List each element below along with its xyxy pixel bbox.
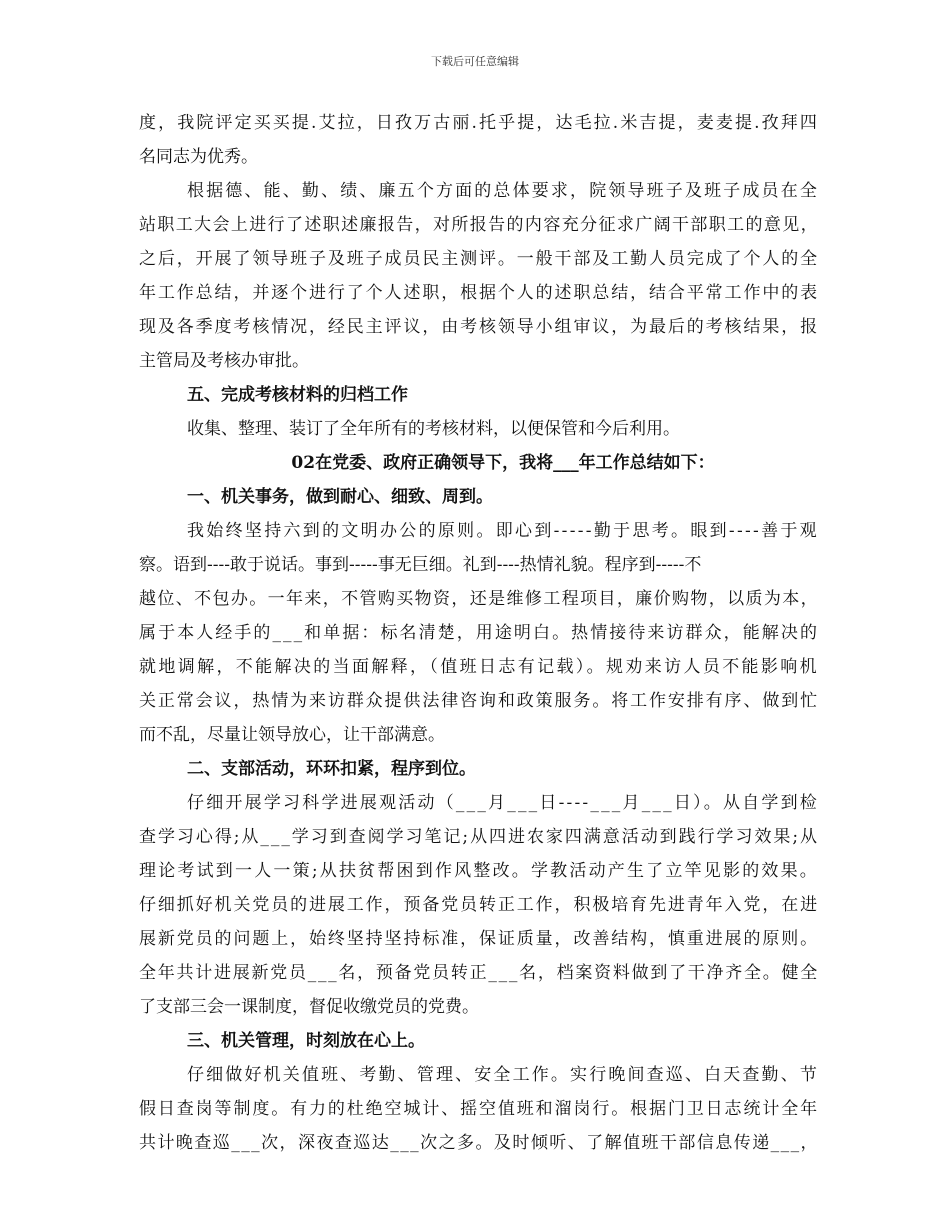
text-line: 察。语到----敢于说话。事到-----事无巨细。礼到----热情礼貌。程序到-----不 [139, 555, 702, 575]
text-line: 主管局及考核办审批。 [139, 351, 309, 371]
text-line: 而不乱，尽量让领导放心，让干部满意。 [139, 725, 445, 745]
text-line: 仔细抓好机关党员的进展工作，预备党员转正工作，积极培育先进青年入党，在进 [139, 895, 820, 915]
text-line: 站职工大会上进行了述职述廉报告，对所报告的内容充分征求广阔干部职工的意见， [139, 215, 819, 235]
document-body [139, 106, 819, 1160]
section-heading: 三、机关管理，时刻放在心上。 [187, 1031, 425, 1051]
text-line: 根据德、能、勤、绩、廉五个方面的总体要求，院领导班子及班子成员在全 [187, 181, 820, 201]
text-line: 越位、不包办。一年来，不管购买物资，还是维修工程项目，廉价购物，以质为本， [139, 589, 819, 609]
page-header: 下载后可任意编辑 [431, 55, 519, 68]
text-line: 仔细做好机关值班、考勤、管理、安全工作。实行晚间查巡、白天查勤、节 [187, 1065, 820, 1085]
text-line: 我始终坚持六到的文明办公的原则。即心到-----勤于思考。眼到----善于观 [187, 521, 819, 541]
text-line: 理论考试到一人一策;从扶贫帮困到作风整改。学教活动产生了立竿见影的效果。 [139, 861, 819, 881]
text-line: 查学习心得;从___学习到查阅学习笔记;从四进农家四满意活动到践行学习效果;从 [139, 827, 820, 847]
text-line: 仔细开展学习科学进展观活动（___月___日----___月___日）。从自学到检 [187, 793, 820, 813]
text-line: 度，我院评定买买提.艾拉，日孜万古丽.托乎提，达毛拉.米吉提，麦麦提.孜拜四 [139, 113, 819, 133]
text-line: 展新党员的问题上，始终坚持坚持标准，保证质量，改善结构，慎重进展的原则。 [139, 929, 820, 949]
text-line: 了支部三会一课制度，督促收缴党员的党费。 [139, 997, 479, 1017]
section-heading: 二、支部活动，环环扣紧，程序到位。 [187, 759, 476, 779]
section-heading: 五、完成考核材料的归档工作 [187, 385, 408, 405]
text-line: 之后，开展了领导班子及班子成员民主测评。一般干部及工勤人员完成了个人的全 [139, 249, 820, 269]
section-heading: 一、机关事务，做到耐心、细致、周到。 [187, 487, 493, 507]
text-line: 就地调解，不能解决的当面解释，（值班日志有记载）。规劝来访人员不能影响机 [139, 657, 819, 677]
text-line: 全年共计进展新党员___名，预备党员转正___名，档案资料做到了干净齐全。健全 [139, 963, 820, 983]
text-line: 关正常会议，热情为来访群众提供法律咨询和政策服务。将工作安排有序、做到忙 [139, 691, 820, 711]
text-line: 共计晚查巡___次，深夜查巡达___次之多。及时倾听、了解值班干部信息传递___， [139, 1133, 819, 1153]
text-line: 年工作总结，并逐个进行了个人述职，根据个人的述职总结，结合平常工作中的表 [139, 283, 820, 303]
text-line: 收集、整理、装订了全年所有的考核材料，以便保管和今后利用。 [187, 419, 680, 439]
text-line: 属于本人经手的___和单据：标名清楚，用途明白。热情接待来访群众，能解决的 [139, 623, 820, 643]
text-line: 02在党委、政府正确领导下，我将___年工作总结如下： [291, 453, 715, 473]
text-line: 名同志为优秀。 [139, 147, 258, 167]
text-line: 现及各季度考核情况，经民主评议，由考核领导小组审议，为最后的考核结果，报 [139, 317, 820, 337]
text-line: 假日查岗等制度。有力的杜绝空城计、摇空值班和溜岗行。根据门卫日志统计全年 [139, 1099, 820, 1119]
